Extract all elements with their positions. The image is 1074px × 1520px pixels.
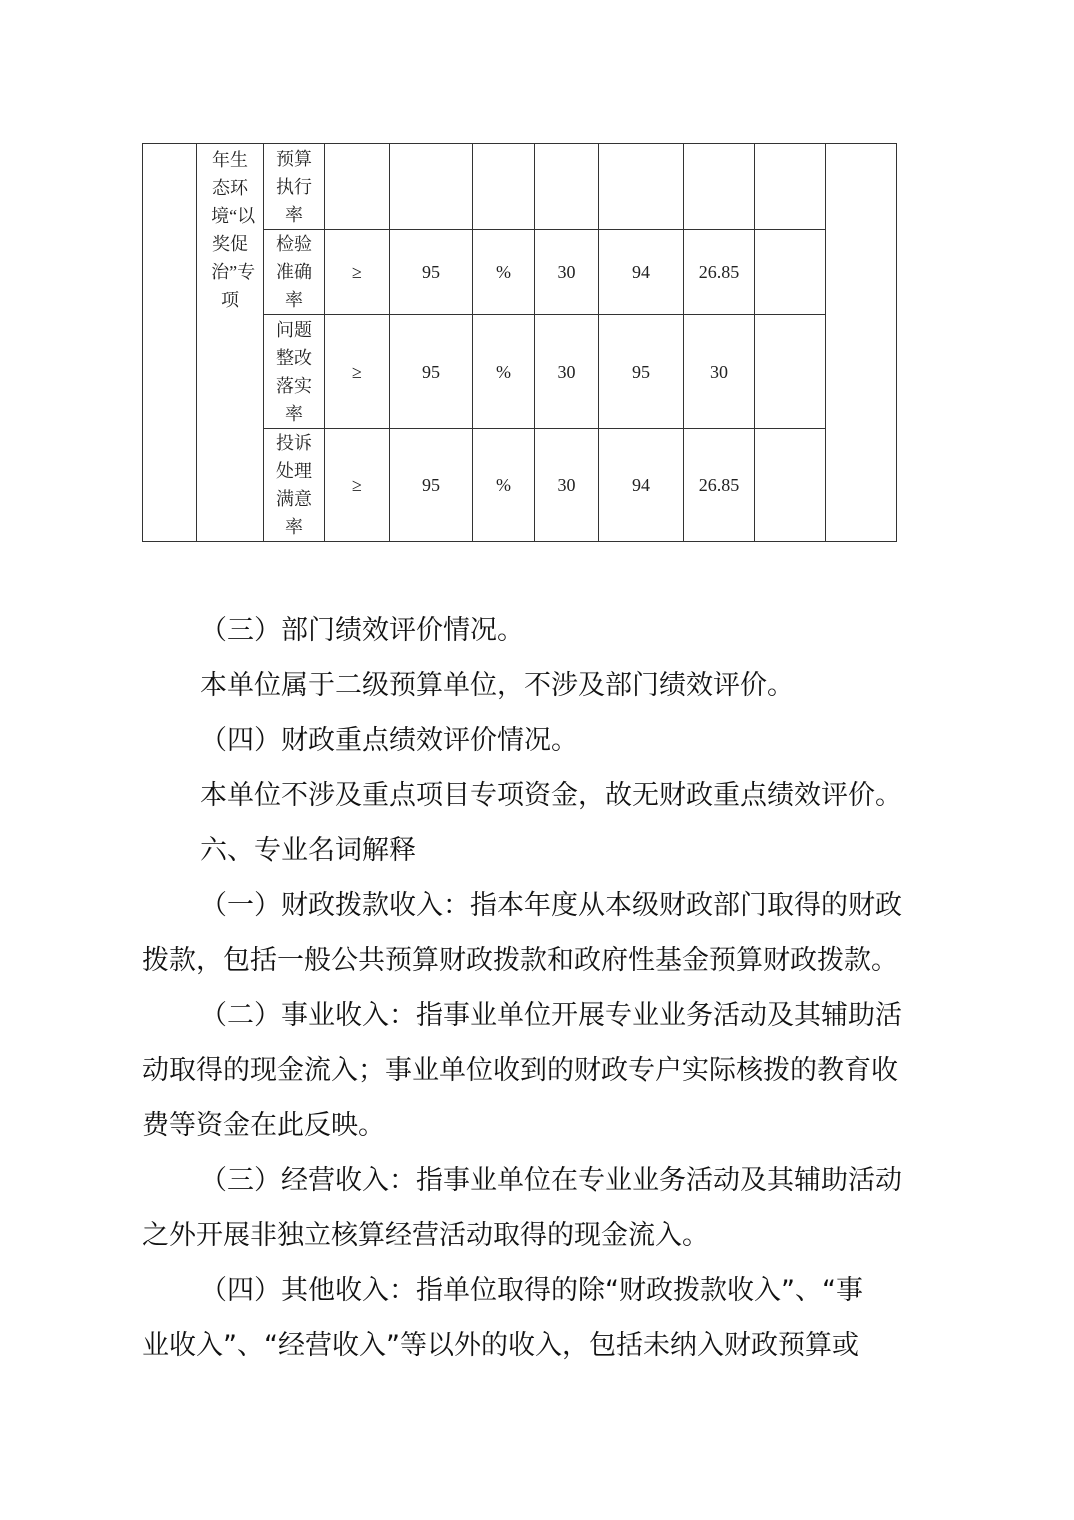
table-cell-target: 95 xyxy=(390,230,473,315)
table-cell-note xyxy=(755,429,826,542)
table-cell-score: 26.85 xyxy=(684,429,755,542)
table-cell-indicator: 预算执行率 xyxy=(264,144,325,230)
table-cell-score xyxy=(684,144,755,230)
table-cell-symbol: ≥ xyxy=(325,315,390,429)
definition-other-income-line2: 业收入”、“经营收入”等以外的收入，包括未纳入财政预算或 xyxy=(142,1330,859,1361)
table-cell-indicator: 投诉处理满意率 xyxy=(264,429,325,542)
section-heading-key-evaluation: （四）财政重点绩效评价情况。 xyxy=(200,725,578,756)
table-cell-symbol: ≥ xyxy=(325,429,390,542)
table-cell-note xyxy=(755,144,826,230)
table-cell-weight: 30 xyxy=(535,315,599,429)
definition-fiscal-appropriation-line2: 拨款，包括一般公共预算财政拨款和政府性基金预算财政拨款。 xyxy=(142,945,898,976)
table-cell-unit: % xyxy=(473,230,535,315)
definition-other-income-line1: （四）其他收入：指单位取得的除“财政拨款收入”、“事 xyxy=(200,1275,863,1306)
table-cell-indicator: 检验准确率 xyxy=(264,230,325,315)
definition-business-income-line2: 动取得的现金流入；事业单位收到的财政专户实际核拨的教育收 xyxy=(142,1055,898,1086)
section-heading-glossary: 六、专业名词解释 xyxy=(200,835,416,866)
table-cell-unit xyxy=(473,144,535,230)
table-cell-actual: 94 xyxy=(599,429,684,542)
table-cell-unit: % xyxy=(473,429,535,542)
section-heading-dept-evaluation: （三）部门绩效评价情况。 xyxy=(200,615,524,646)
table-cell-category xyxy=(143,144,197,542)
definition-operating-income-line2: 之外开展非独立核算经营活动取得的现金流入。 xyxy=(142,1220,709,1251)
definition-fiscal-appropriation-line1: （一）财政拨款收入：指本年度从本级财政部门取得的财政 xyxy=(200,890,902,921)
table-cell-symbol xyxy=(325,144,390,230)
definition-business-income-line3: 费等资金在此反映。 xyxy=(142,1110,385,1141)
table-cell-note xyxy=(755,315,826,429)
table-cell-score: 30 xyxy=(684,315,755,429)
table-cell-extra xyxy=(826,144,897,542)
table-cell-target xyxy=(390,144,473,230)
project-name: 年生态环境“以奖促治”专项 xyxy=(211,150,256,310)
table-cell-unit: % xyxy=(473,315,535,429)
performance-indicator-table xyxy=(142,143,897,542)
table-cell-target: 95 xyxy=(390,315,473,429)
table-cell-indicator: 问题整改落实率 xyxy=(264,315,325,429)
table-cell-weight xyxy=(535,144,599,230)
table-cell-actual: 95 xyxy=(599,315,684,429)
table-cell-weight: 30 xyxy=(535,429,599,542)
table-cell-actual xyxy=(599,144,684,230)
paragraph-key-evaluation: 本单位不涉及重点项目专项资金，故无财政重点绩效评价。 xyxy=(200,780,902,811)
table-cell-symbol: ≥ xyxy=(325,230,390,315)
table-cell-project xyxy=(197,144,264,542)
table-row xyxy=(143,144,897,230)
table-cell-note xyxy=(755,230,826,315)
paragraph-dept-evaluation: 本单位属于二级预算单位，不涉及部门绩效评价。 xyxy=(200,670,794,701)
table-cell-score: 26.85 xyxy=(684,230,755,315)
body-text xyxy=(142,603,954,1373)
table-cell-target: 95 xyxy=(390,429,473,542)
definition-business-income-line1: （二）事业收入：指事业单位开展专业业务活动及其辅助活 xyxy=(200,1000,902,1031)
table-cell-actual: 94 xyxy=(599,230,684,315)
definition-operating-income-line1: （三）经营收入：指事业单位在专业业务活动及其辅助活动 xyxy=(200,1165,902,1196)
table-cell-weight: 30 xyxy=(535,230,599,315)
